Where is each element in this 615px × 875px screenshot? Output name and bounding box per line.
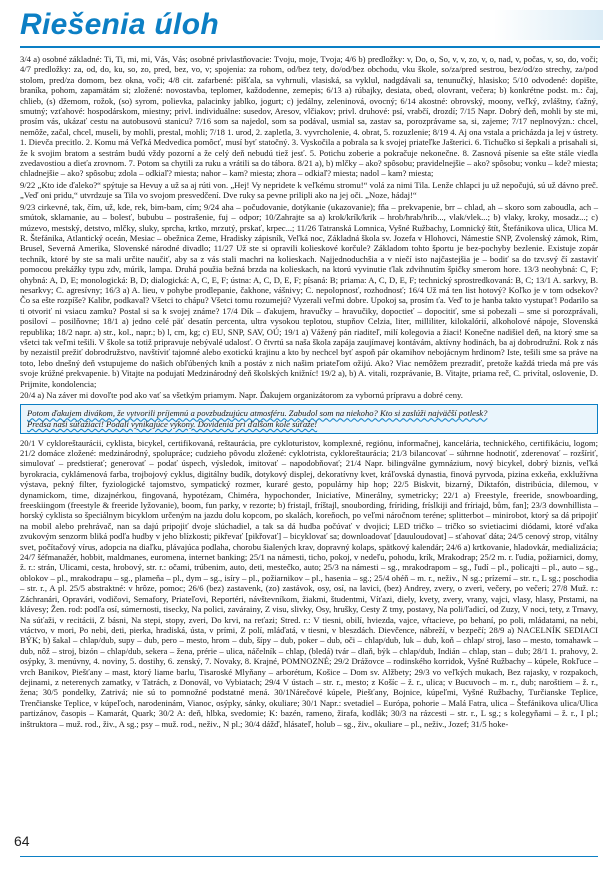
highlighted-line: Potom ďakujem divákom, že vytvorili príjemnú a povzbudzujúcu atmosféru. Zabudol som na niekoho? Kto si zaslúži najväčší potlesk? <box>27 408 488 419</box>
highlighted-answer-box <box>20 404 598 433</box>
page-title: Riešenia úloh <box>20 8 219 41</box>
title-rule <box>20 46 600 48</box>
page-number: 64 <box>14 833 30 849</box>
answers-block: 9/22 „Kto ide ďaleko?“ spýtuje sa Hevuy a už sa aj rúti von. „Hej! Vy nepridete k veľkému stromu!“ volá za nimi Tila. Lenže chlapci ju už nepočujú, sú už dávno preč. „Veď oni pridu,“ utvrdzuje sa Tila vo svojom presvedčení. Dve ruky sa pevne prilipli ako na jej oči. „Noze, hádaj!“ <box>20 179 598 201</box>
answers-block: 3/4 a) osobné základné: Ti, Ti, mi, mi, Vás, Vás; osobné privlastňovacie: Tvoju, moje, Tvoja; 4/6 b) predložky: v, Do, o, So, v, v, zo, v, o, nad, v, počas, v, so, do, voči; 4/7 predložky: za, od, do, ku, so, zo, pred, bez, vo, v; spojenia: za rohom, od/bez tety, do/od/bez obchodu, vku škole, so/za/pred sestrou, bez/od/zo strechy, za/pod stolom, pred/za domom, bez okna, voči; 4/8 cit. zafarbené: pišťala, sa vyhrnuli, vlasiská, sa vyklul, nadgdávali sa, tenunučký, hlasisko; 5/10 odvodené: dopište, braníka, pohom, zapamätám si; zložené: novostavba, teplomer, každodenne, zemepis; 6/13 a) rúbajky, desiata, obed, olovrant, večera; b) konkrétne podst. m.: čaj, chlieb, (s) džemom, rožok, (so) syrom, polievka, palacinky jablko, jogurt; c) jedálny, zeleninová, ovocný; 6/14 akostné: obrovský, moony, veľký, zvláštny, ťažný, smutný; vzťahové: hospodárskom, miestny; privl. individuálne: susedov, Aresov, vlčiakov; privl. druhové: psí, vrabčí, drozdí; 7/15 Napr. Dobrý deň, mohli by ste mi, prosím vás, ukázať cestu na autobusovú stanicu? 7/16 som sa najedol, som sa podával, usmial sa, zastav sa, porozprávame sa, si, zajeme; 7/17 neplnovýzn.: chcel, nemôže, začal, chcel, museli, by mohli, prestal, mohli; 7/18 1. urod, 2. zapletla, 3. vyvrcholenie, 4. obrat, 5. rozuzlenie; 8/19 4. Aj ona vstala a pricházda ja lej v ústrety. 1. Dievča precitlo. 2. Komu má Veľká Medvedica pomôcť, musí byť statočný. 3. Vyskočila a pobrala sa k svojej priateľke Jašterici. 6. Tichučko si šepkali a prisahali si, že k svojim bratom a sestrám budú vždy pozorní a že celý deň nebudú tiež jesť. 5. Potichu zoberie a pokračuje nekonečne. 8. Zasnová písenie sa ešte stále viedla zvedavostiou a dieťa zrovnom. 7. Potom sa chytili za ruku a vrátili sa do tábora. 8/21 a), b) mlčky – ako? spôsobu; pravidelnejšie – ako? spôsobu; vonku – kde? miesta; chladnejšie – ako? spôsobu; zdola – odkiaľ? miesta; nahor – kam? miesta; zhora – odkiaľ? miesta; nadol – kam? miesta; <box>20 54 598 179</box>
answers-block: 20/1 V cykloreštaurácii, cyklista, bicykel, certifikovaná, reštaurácia, pre cykloturistov, komplexné, regiónu, informačnej, kancelária, technického, certifikáciu, logom; 21/2 domáce zložené: medzinárodný, spolupráce; cudzieho pôvodu zložené: cyklotrista, cykloreštaurácia; 21/3 bilancovať – súhrnne hodnotiť, zderenovať – rozšíriť, simulovať – predstierať; generovať – podať úspech, výsledok, imitovať – napodobňovať; 21/4 Napr. bilingválne gymnázium, nový bicykel, dobrý biznis, veľká byrokracia, cyklámenová farba, trojbojový cyklus, digitálny budík, dotykový displej, dekoratívny kvet, kráľovská dynastia, finová pyrvoda, pizina exkeňa, exklužívna výstava, pekný filter, fyziologické tajomstvo, sympatický rozmer, kuraré gesto, populárny hip hop; 22/5 Biskvit, bizarný, Diktafón, distribúcia, dilemou, v dynamickom, time, dizajnérkou, fingovaná, hypotézam, Chiméra, hypochonder, Iniciatíve, Minerálny, symetricky; 22/1 a) Freestyle, freeride, snowboarding, freeskiingom (freestyle & freeride lyžovanie), boom, fun parky, v rezorte; b) fristajl, fríštajl, snoubording, fríriding, fríslkiji and fríriajd, bům, fan]; 23/3 downhillista – horský cyklista so špeciálnym bicyklom určeným na jazdu dolu kopcom, po skalách, koreňoch, po veľmi náročnom teréne; splitterbot – minirobot, ktorý sa dá pripojiť na mobil alebo prehrávač, nan sa dajú pripojiť dvoje slúchadiel, a tak sa dá hudba počúvať v dvojici; LED tričko – tričko so svietiacimi diódami, ktoré vďaka zvukovým senzorm bliká podľa hudby v jeho blízkosti; pikřevať [pikřovať] – bicyklovať sa; downloadovať [dauuloudovat] – sťahovať dáta; 24/5 cenový strop, vitálny svet, počítačový vírus, adopcia na diaľku, plávajúca podlaha, chorobu šialených krav, dopravný kolaps, spätkový kalendár; 24/6 a) krtkovanie, hladovkár, medializácia; 24/7 šéfmanažér, hobbit, maldmanes, euromena, internet banking; 25/1 na námesti, ticho, pokoj, v nedeľu, pohodu, krík, Mrakodrap; 25/2 m. r. ľudia, požiarnici, domy, ž. r.: strán, Ulicami, cesta, hrobový, str. r.: očami, trúbenim, auto, deti, mestečko, auto; 25/3 na námesti – sg., mrakodrapom – sg., ľudí – pl., policajti – pl., auto – sg., oblokov – pl., mrakodrapu – sg., plameňa – pl., dym – sg., isíry – pl., požiarnikov – pl., hasenia – sg.; 25/4 ohéň – m. r., neživ., N sg.; prízemí – str. r., L sg.; poschodia – str. r., A pl. 25/5 abstraktné: v hrôze, pomoc; 26/6 (bez) zastavenk, (zo) zastávok, osy, osí, na lavici, (bez) Andrey, zvery, o zveri, večery, po večeri; 27/8 Muž. r.: Záchranári, Opravári, vodičovi, Semafory, Priateľovi, Reportéri, návštevníkom, žiakmi, študentmi, Víťazi, diely, kvety, zvery, vrany, vajci, vlasy, hlasy, Prstami, na klávesy; Žen. rod: podľa osí, súmernosti, tisecky, Na polici, zavárainy, Z visu, slivky, Osy, hrušky, Cesty Z tmy, postavy, Na poli/ľadicí, od Zuzy, V noci, tety, z Trnavy, Na súťaži, v recitácii, Z básni, Na stepi, stopy, zveri, Do krvi, na reťazi; Stred. r.: V tiesni, obilí, hviezda, vajce, vŕtacieve, po behaní, po poli, mládatami, na nebi, vtáctvo, v mori, Po nebi, deti, pierka, hradiská, ústa, v prími, Z polí, mláďatá, v tiesni, v bleszdách. Dievčence, nábreží, v bezpečí; 28/9 a) NACELNÍK SEDIACI BÝK; b) šakal – chlap/dub, supy – dub, pero – mesto, hrom – dub, šípy – dub, poker – dub, oči – chlap/dub, luk – dub, koň – chlap/ stroj, laso – mesto, tomahawk – dub, nôž – stroj, bizón – chlap/dub, sekera – žena, prérie – ulica, náčelník – chlap, (bledá) tvár – dlaň, býk – chlap/dub, Indián – chlap, stan – dub; 28/1 1. prahovy, 2. osýpky, 3. menúvny, 4. noviny, 5. dostihy, 6. zenský, 7. Novaky, 8. Krajné, POMNOZNÉ; 29/2 Drážovce – rodinského korridok, Vyšné Ružbachy – kúpele, Rokľuce – vrch Banikov, Piešťany – mast, ktorý liame barlu, Tisaroské Mlyňany – arborétum, Košice – Dom sv. Alžbety; 29/3 vo veľkých mukach, Bez rajasky, v rozpakoch, dejinami, z neterenych zamatky, v Tatrách, z Donovál, vo Vybiatach; 29/4 V ústach – str. r., mesto; z Košíc – ž. r., ulica; v Bucuvoch – m. r., dub; naroštiem – ž. r., žena; 30/5 pondelky, Zatrivá; nie sú to pomnožné podstatné mená. 30/1Nárečové kúpele, Piešťany, Bojnice, kúpeľmi, Vyšné Ružbachy, Turčianske Teplice, Trenčianske Teplice, v kúpeľoch, narodeninám, Vianoc, osýpky, sánky, okuliare; 30/1 Napr.: svetadiel – Európa, pohorie – Malá Fatra, ulica – Štefánikova ulica/Ulica partizánov, časopis – Kamarát, Quark; 30/2 A: deň, hlbka, svedomie; K: bazén, rameno, žirafa, kodlák; 30/3 na rázcesti – str. r., L sg.; s kolegyňami – ž. r., I pl.; inštruktora – muž. rod., živ., A sg.; psy – muž. rod., neživ., N pl.; 30/4 dážď, hlásateľ, holub – sg., živ., okuliare – pl., neživ., Jozef; 31/5 hoke- <box>20 437 598 729</box>
header-band <box>0 0 615 44</box>
answers-block: 9/23 cirkevné, tak, čím, už, kde, rek, bim-bam, cím; 9/24 aha – počudovanie, dotýkanie (ukazovanie); fňa – prekvapenie, brr – chlad, ah – skoro som zaboudla, ach – smútok, sklamanie, au – bolesť, bububu – postrašenie, fuj – odpor; 10/Zahrajte sa a) krok/krík/krik – hrob/hrab/hrib..., vlak/vlek...; b) vlaky, kroky, mosadz...; c) múzevo, mestský, detstvo, mlčky, sluky, sprcha, krtko, mrzutý, prskať, krpec...; 11/26 Tatranská Lomnica, Vyšné Ružbachy, Lomnický štít, Štefánikova ulica, Ulica M. R. Štefánika, Atlantický oceán, Mesiac – obežnica Zeme, Hradisky zápisník, Veľká noc, Základná škola sv. Jozefa v Hlohovci, Námestie SNP, Zvolenský zámok, Rim, Brusel, Severná Amerika, Slovenské národné divadlo; 11/27 Už ste si opravili kolieskové korčule? Základom tohto športu je bez-pochyby bezlenie. Existuje zopár techník, ktoré by ste sa mali určite naučiť, aby sa z vás stali machri na kolieskach. Najjednoduchšia a v niečí isto najčastejšia je – bodiť sa do tzv.svý čí zastaviť pomocou prekážky typu zdv, múrik, lampa. Druhá použia bežná brzda na kolieskach, na ktorú vyvinutie ťlak zdvihnutím špičky smerom hore. 13/3 neohybná: C, F; ohybná: A, D, E; monologická: B, D; dialogická: A, C, E, F; ústna: A, C, D, E, F; písaná: B; priama: A, C, D, E, F; technický sprostredkovaná: B, C; 13/1 A. sarkvy, B. nesarkvy; C. agresívny; 16/3 a) A. lieu, v pohybe prodlepanie, čakhone, vášnivy; C. nepolopnosť, rozhodnosť; 16/4 Už má ten list hotový? Koľko je v tom odsekov? Čo sa ešte rozpíše? Kalibr, podkaval? Všetci to chápu? Všetci tomu rozumejú? Vyzerali veľmi dobre. Upokoj sa, prosím ťa. Veď to je hanba takto vystupať! Podarilo sa ti otvoriť ni vsiacu zamku? Postal si sa k svojej známe? 17/4 Dík – ďakujem, hravučky – hravučiky, dopoctieť – dopocitiť, sme si pobezali – sme si porozprávali, posiloví – posilňovne; 18/1 a) jedno celé päť desatín percenta, ultra vysokou teplotou, stupňov Celzia, liter, milliliter, kilokalórií, alkoholové nápoje, Slovenská republika; 18/2 napr. a) str., kol., napr.; b) l, cm, kg; c) EU, SNP, SAV, OÚ; 19/1 a) Vážený pán riaditeľ, milí kolegovia a žiaci! Konečne nadišiel deň, na ktorý sme sa všetci tak veľmi tešili. V škole sa totiž pripravuje nebývalé udalosť. O čtvrtú sa naša škola zapája zaujímavej kontávám, aktívny hodinách, ba aj dobrodružní. Rok z nás by nezaistil prežiť dobrodružstvo, navštíviť tajomné alebo exotickú krajinu a kto by nechcel byť aspoň pár okamihov nebojácnym hrdinom? Iste, tešili sme sa práve na toto, lebo dnešný deň vstupujeme do našich obľúbených kníh a postáv z nich našim priateľom ožijú. Ako? Viac nemôžem prezradiť, pretože každá trieda má pre vás svoje krúžné prekvapenie. b) Vitajte na podujatí Medzinárodný deň školských knižníc! 19/2 a), b) A. vitali, rozprávanie, B. Vitajte, priama reč, C. privítal, oslovenie, D. Prijmite, kondolencia; <box>20 201 598 389</box>
highlighted-line: Predsa naši súťažiaci! Podali vynikajúce výkony. Dovidenia pri ďalšom kole súťaže! <box>27 419 318 429</box>
bottom-rule <box>20 856 598 857</box>
title-accent <box>493 10 603 40</box>
answers-body <box>20 54 598 729</box>
answers-block: 20/4 a) Na záver mi dovoľte pod ako vať sa všetkým priamym. Napr. Ďakujem organizátorom za vybornú prípravu a dobré ceny. <box>20 390 463 400</box>
